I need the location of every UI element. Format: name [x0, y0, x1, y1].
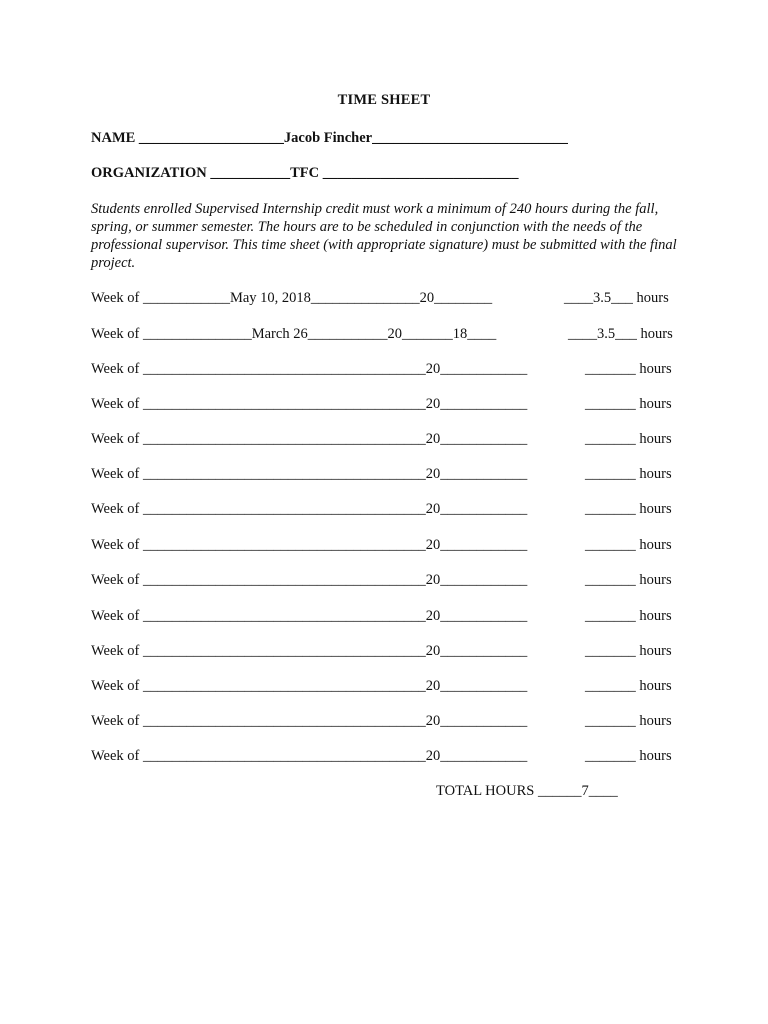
- week-row-hours: _______ hours: [585, 396, 672, 412]
- week-row-hours: _______ hours: [585, 572, 672, 588]
- week-row-hours: _______ hours: [585, 748, 672, 764]
- week-row-hours: _______ hours: [585, 537, 672, 553]
- week-row-hours: _______ hours: [585, 643, 672, 659]
- week-row-entry: Week of _______________________________________20____________: [91, 572, 528, 588]
- instructions-paragraph: Students enrolled Supervised Internship credit must work a minimum of 240 hours during the fall, spring, or summer semester. The hours are to be scheduled in conjunction with the needs of the professional supervisor. This time sheet (with appropriate signature) must be submitted with the final project.: [91, 201, 677, 271]
- week-row-entry: Week of _______________________________________20____________: [91, 431, 528, 447]
- week-row: [91, 677, 691, 697]
- week-row: [91, 607, 691, 627]
- week-row-hours: _______ hours: [585, 361, 672, 377]
- week-row: [91, 289, 691, 309]
- week-row-entry: Week of _______________________________________20____________: [91, 608, 528, 624]
- week-row: [91, 642, 691, 662]
- week-row-entry: Week of _______________________________________20____________: [91, 537, 528, 553]
- week-row: [91, 747, 691, 767]
- week-row: [91, 360, 691, 380]
- week-row: [91, 536, 691, 556]
- week-row: [91, 430, 691, 450]
- organization-line: ORGANIZATION ___________TFC ___________________________: [91, 165, 519, 181]
- week-row: [91, 465, 691, 485]
- week-row-entry: Week of _______________________________________20____________: [91, 713, 528, 729]
- week-row-entry: Week of _______________March 26___________20_______18____: [91, 326, 497, 342]
- week-row: [91, 571, 691, 591]
- week-row-hours: _______ hours: [585, 678, 672, 694]
- week-row: [91, 712, 691, 732]
- week-row-entry: Week of ____________May 10, 2018_______________20________: [91, 290, 493, 306]
- week-row: [91, 395, 691, 415]
- week-row: [91, 500, 691, 520]
- week-row-hours: _______ hours: [585, 713, 672, 729]
- total-hours: TOTAL HOURS ______7____: [436, 783, 618, 799]
- week-row-entry: Week of _______________________________________20____________: [91, 396, 528, 412]
- week-row-entry: Week of _______________________________________20____________: [91, 361, 528, 377]
- week-row-entry: Week of _______________________________________20____________: [91, 748, 528, 764]
- week-row-entry: Week of _______________________________________20____________: [91, 678, 528, 694]
- week-row-hours: _______ hours: [585, 501, 672, 517]
- week-row: [91, 325, 691, 345]
- week-row-entry: Week of _______________________________________20____________: [91, 466, 528, 482]
- week-row-hours: ____3.5___ hours: [568, 326, 673, 342]
- week-row-hours: _______ hours: [585, 431, 672, 447]
- week-row-entry: Week of _______________________________________20____________: [91, 501, 528, 517]
- week-row-hours: _______ hours: [585, 466, 672, 482]
- name-line: NAME ____________________Jacob Fincher___________________________: [91, 130, 568, 146]
- week-row-hours: _______ hours: [585, 608, 672, 624]
- page-title: TIME SHEET: [337, 92, 431, 108]
- week-row-entry: Week of _______________________________________20____________: [91, 643, 528, 659]
- week-row-hours: ____3.5___ hours: [564, 290, 669, 306]
